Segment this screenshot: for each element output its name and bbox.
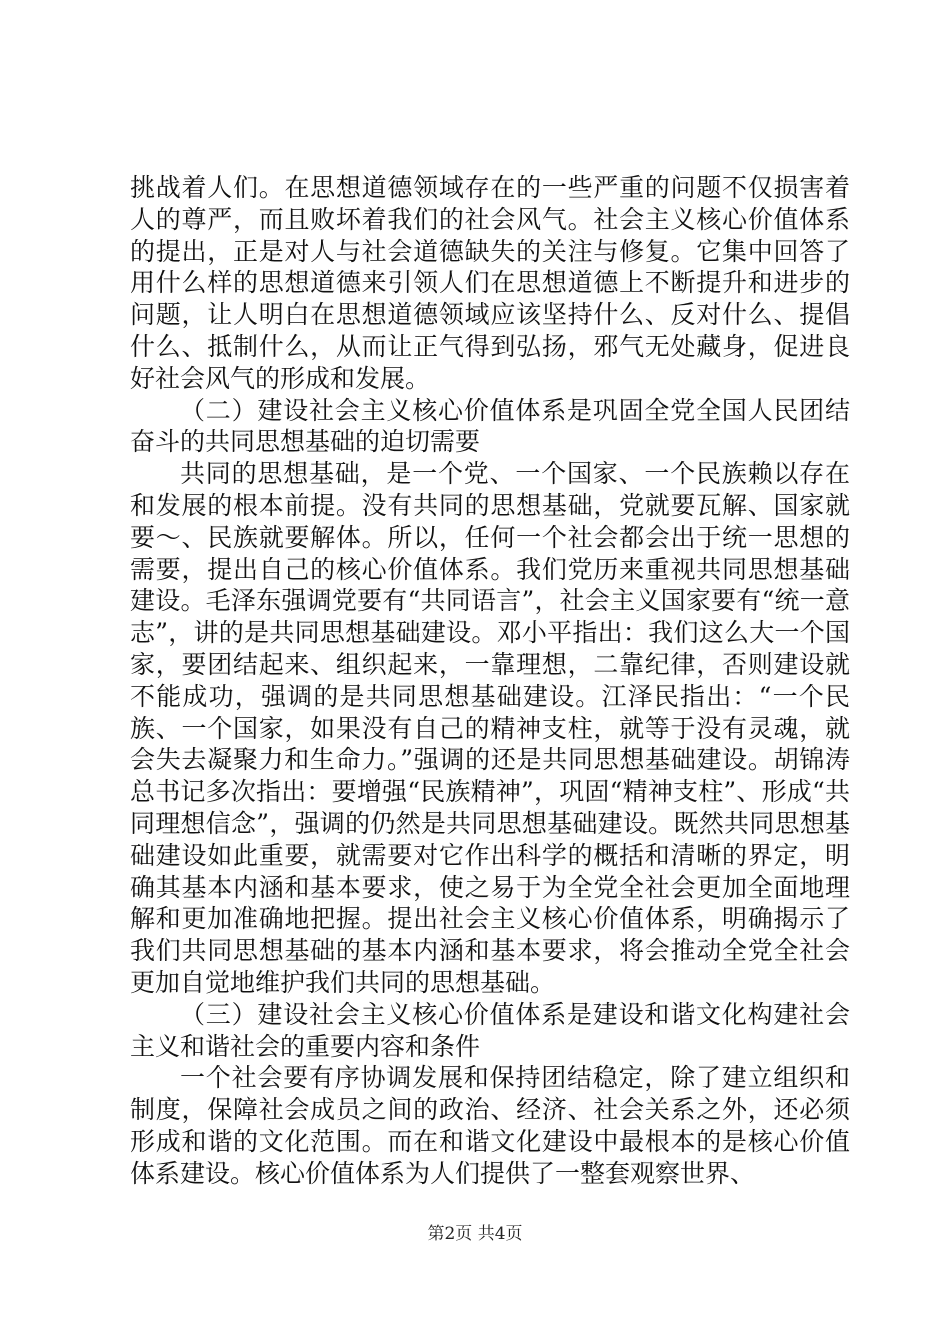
- page-footer: 第2页 共4页: [427, 1224, 523, 1244]
- section-heading-3: （三）建设社会主义核心价值体系是建设和谐文化构建社会主义和谐社会的重要内容和条件: [130, 999, 850, 1061]
- paragraph-moral-challenge: 挑战着人们。在思想道德领域存在的一些严重的问题不仅损害着人的尊严，而且败坏着我们的社会风气。社会主义核心价值体系的提出，正是对人与社会道德缺失的关注与修复。它集中回答了用什么样的思想道德来引领人们在思想道德上不断提升和进步的问题，让人明白在思想道德领域应该坚持什么、反对什么、提倡什么、抵制什么，从而让正气得到弘扬，邪气无处藏身，促进良好社会风气的形成和发展。: [130, 173, 850, 393]
- document-body: [130, 172, 850, 1190]
- section-heading-2: （二）建设社会主义核心价值体系是巩固全党全国人民团结奋斗的共同思想基础的迫切需要: [130, 395, 850, 457]
- paragraph-harmonious-culture: 一个社会要有序协调发展和保持团结稳定，除了建立组织和制度，保障社会成员之间的政治、经济、社会关系之外，还必须形成和谐的文化范围。而在和谐文化建设中最根本的是核心价值体系建设。核心价值体系为人们提供了一整套观察世界、: [130, 1063, 850, 1188]
- paragraph-common-foundation: 共同的思想基础，是一个党、一个国家、一个民族赖以存在和发展的根本前提。没有共同的思想基础，党就要瓦解、国家就要～、民族就要解体。所以，任何一个社会都会出于统一思想的需要，提出自己的核心价值体系。我们党历来重视共同思想基础建设。毛泽东强调党要有“共同语言”，社会主义国家要有“统一意志”，讲的是共同思想基础建设。邓小平指出：我们这么大一个国家，要团结起来、组织起来，一靠理想，二靠纪律，否则建设就不能成功，强调的是共同思想基础建设。江泽民指出：“一个民族、一个国家，如果没有自己的精神支柱，就等于没有灵魂，就会失去凝聚力和生命力。”强调的还是共同思想基础建设。胡锦涛总书记多次指出：要增强“民族精神”，巩固“精神支柱”、形成“共同理想信念”，强调的仍然是共同思想基础建设。既然共同思想基础建设如此重要，就需要对它作出科学的概括和清晰的界定，明确其基本内涵和基本要求，使之易于为全党全社会更加全面地理解和更加准确地把握。提出社会主义核心价值体系，明确揭示了我们共同思想基础的基本内涵和基本要求，将会推动全党全社会更加自觉地维护我们共同的思想基础。: [130, 459, 850, 997]
